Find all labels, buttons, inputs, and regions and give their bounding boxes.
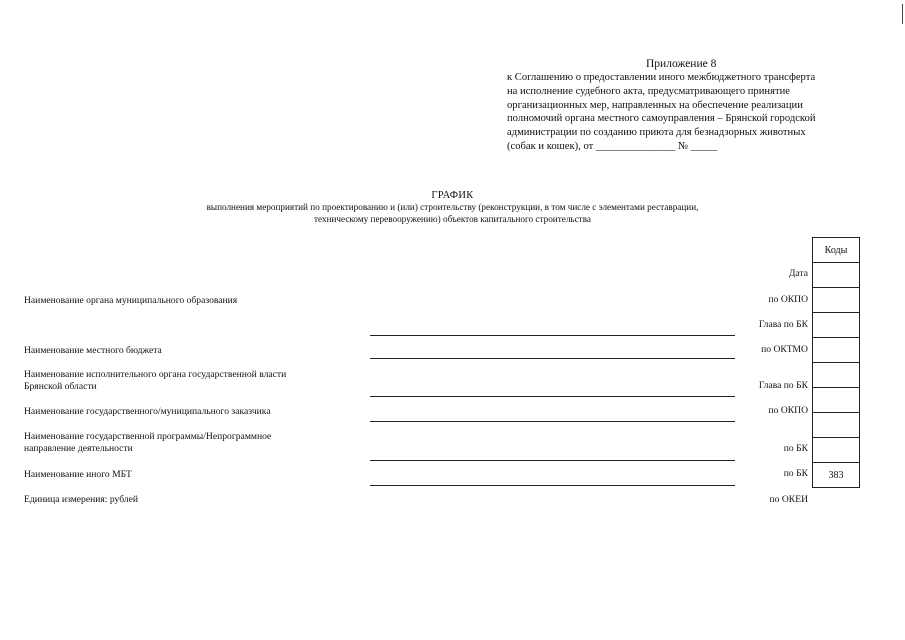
appendix-line: (собак и кошек), от _______________ № _____ <box>507 140 718 152</box>
code-cell-date[interactable] <box>813 263 860 288</box>
fill-line-local-budget[interactable] <box>370 358 735 359</box>
code-cell-bk-2[interactable] <box>813 438 860 463</box>
code-cell-bk[interactable] <box>813 413 860 438</box>
label-okpo: по ОКПО <box>768 294 808 305</box>
label-oktmo: по ОКТМО <box>761 344 808 355</box>
code-cell-okpo-2[interactable] <box>813 388 860 413</box>
label-customer: Наименование государственного/муниципального заказчика <box>24 406 271 417</box>
label-unit: Единица измерения: рублей <box>24 494 139 505</box>
subtitle-line: техническому перевооружению) объектов капитального строительства <box>314 213 591 224</box>
label-executive-body-line: Наименование исполнительного органа государственной власти <box>24 369 287 380</box>
label-okei: по ОКЕИ <box>769 494 808 505</box>
subtitle-line: выполнения мероприятий по проектированию и (или) строительству (реконструкции, в том числе с элементами реставрации, <box>206 202 699 212</box>
appendix-text <box>507 71 859 154</box>
page-edge <box>902 4 903 24</box>
document-title: ГРАФИК <box>431 190 474 201</box>
label-executive-body <box>24 369 286 392</box>
label-okpo-2: по ОКПО <box>768 405 808 416</box>
code-cell-glava-bk-2[interactable] <box>813 363 860 388</box>
code-cell-okei[interactable]: 383 <box>813 463 860 488</box>
label-local-budget: Наименование местного бюджета <box>24 345 162 356</box>
fill-line-municipal-body[interactable] <box>370 335 735 336</box>
codes-table <box>812 237 860 488</box>
appendix-line: к Соглашению о предоставлении иного межбюджетного трансферта <box>507 72 816 83</box>
appendix-title: Приложение 8 <box>646 58 717 70</box>
label-executive-body-line: Брянской области <box>24 380 97 392</box>
label-glava-bk-2: Глава по БК <box>758 380 808 391</box>
label-glava-bk: Глава по БК <box>758 319 808 330</box>
appendix-line: организационных мер, направленных на обеспечение реализации <box>507 99 803 111</box>
label-date: Дата <box>788 268 808 279</box>
fill-line-customer[interactable] <box>370 421 735 422</box>
label-bk-2: по БК <box>783 468 808 479</box>
code-cell-glava-bk[interactable] <box>813 313 860 338</box>
label-program <box>24 431 271 454</box>
fill-line-mbt[interactable] <box>370 485 735 486</box>
label-program-line: Наименование государственной программы/Непрограммное <box>24 431 272 442</box>
fill-line-executive-body[interactable] <box>370 396 735 397</box>
label-bk: по БК <box>783 443 808 454</box>
appendix-line: администрации по созданию приюта для безнадзорных животных <box>507 127 806 139</box>
label-mbt: Наименование иного МБТ <box>24 469 132 480</box>
code-cell-oktmo[interactable] <box>813 338 860 363</box>
appendix-line: полномочий органа местного самоуправления – Брянской городской <box>507 113 816 125</box>
appendix-line: на исполнение судебного акта, предусматривающего принятие <box>507 85 790 97</box>
code-cell-okpo[interactable] <box>813 288 860 313</box>
document-subtitle <box>150 202 755 225</box>
label-program-line: направление деятельности <box>24 442 133 454</box>
codes-header: Коды <box>813 238 860 263</box>
fill-line-program[interactable] <box>370 460 735 461</box>
label-municipal-body: Наименование органа муниципального образования <box>24 295 238 306</box>
